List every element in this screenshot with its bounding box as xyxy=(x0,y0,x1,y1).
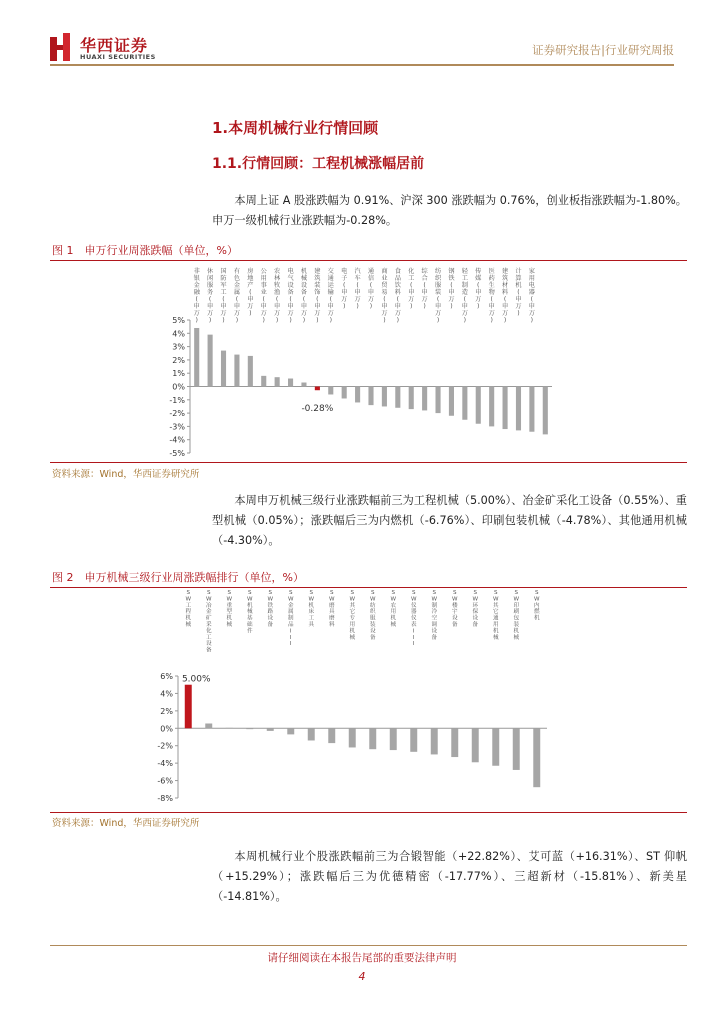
category-label: 传媒(申万) xyxy=(475,268,482,310)
category-label: 机械设备(申万) xyxy=(300,268,308,324)
chart-bar xyxy=(503,387,508,430)
chart-bar xyxy=(315,387,320,391)
footer-divider xyxy=(50,945,687,946)
y-tick-label: 6% xyxy=(160,672,173,681)
chart-bar xyxy=(462,387,467,420)
highlight-data-label: 5.00% xyxy=(181,674,211,685)
y-tick-label: 4% xyxy=(160,689,173,699)
chart-bar xyxy=(261,376,266,387)
category-label: S W 印刷包装机械 xyxy=(513,590,520,641)
chart-bar xyxy=(449,387,454,416)
category-label: S W 楼宇设备 xyxy=(451,590,458,628)
category-label: S W 重型机械 xyxy=(226,590,233,628)
chart-bar xyxy=(267,728,274,731)
y-tick-label: 4% xyxy=(172,329,185,339)
y-tick-label: 3% xyxy=(172,342,185,352)
category-label: 家用电器(申万) xyxy=(528,268,535,324)
page-header xyxy=(0,0,724,68)
subsection-heading: 1.1.行情回顾：工程机械涨幅居前 xyxy=(212,156,425,172)
chart-bar xyxy=(288,379,293,387)
category-label: S W 内燃机 xyxy=(533,590,540,622)
chart-bar xyxy=(543,387,548,435)
chart-bar xyxy=(248,356,253,387)
category-label: 农林牧渔(申万) xyxy=(274,268,281,324)
figure1-chart xyxy=(50,262,687,460)
chart-bar xyxy=(234,355,239,387)
category-label: S W 仪器仪表 I I I xyxy=(410,590,417,648)
category-label: S W 冶金矿采化工设备 xyxy=(205,590,212,654)
category-label: 有色金属(申万) xyxy=(233,268,241,324)
category-label: 通信(申万) xyxy=(367,268,375,310)
chart-bar xyxy=(451,728,458,757)
chart-bar xyxy=(349,728,356,747)
company-logo-icon xyxy=(50,33,74,61)
figure2-chart xyxy=(50,589,687,811)
y-tick-label: 0% xyxy=(172,382,185,392)
chart-bar xyxy=(476,387,481,424)
category-label: S W 环保设备 xyxy=(472,590,479,628)
chart-bar xyxy=(185,685,192,729)
chart-bar xyxy=(435,387,440,414)
category-label: 房地产(申万) xyxy=(247,268,254,317)
subindustry-summary-paragraph: 本周申万机械三级行业涨跌幅前三为工程机械（5.00%）、冶金矿采化工设备（0.55%）、重型机械（0.05%）；涨跌幅后三为内燃机（-6.76%）、印刷包装机械（-4.78%）、其他通用机械（-4.30%）。 xyxy=(212,494,687,547)
y-tick-label: 2% xyxy=(160,706,173,716)
highlight-data-label: -0.28% xyxy=(301,404,334,415)
category-label: 轻工制造(申万) xyxy=(461,268,468,324)
y-tick-label: -2% xyxy=(157,741,173,751)
category-label: 食品饮料(申万) xyxy=(394,268,401,324)
y-tick-label: -4% xyxy=(169,435,185,445)
chart-bar xyxy=(208,335,213,387)
y-tick-label: 0% xyxy=(160,724,173,734)
category-label: 医药生物(申万) xyxy=(488,268,495,324)
company-name-cn: 华西证券 xyxy=(80,36,149,55)
y-tick-label: -6% xyxy=(157,776,173,786)
chart-bar xyxy=(368,387,373,406)
chart-bar xyxy=(409,387,414,410)
category-label: 综合(申万) xyxy=(421,268,428,310)
section-heading: 1.本周机械行业行情回顾 xyxy=(212,119,379,137)
chart-bar xyxy=(431,728,438,754)
category-label: 国防军工(申万) xyxy=(220,268,227,324)
y-tick-label: -2% xyxy=(169,409,185,419)
chart-bar xyxy=(395,387,400,408)
y-tick-label: -4% xyxy=(157,759,173,769)
chart-bar xyxy=(328,728,335,743)
figure1-source: 资料来源：Wind，华西证券研究所 xyxy=(52,469,200,480)
chart-bar xyxy=(328,387,333,395)
chart-bar xyxy=(287,728,294,734)
figure1-bottom-rule xyxy=(50,462,687,463)
category-label: S W 农用机械 xyxy=(390,590,397,628)
chart-bar xyxy=(492,728,499,765)
chart-bar xyxy=(422,387,427,411)
category-label: 纺织服装(申万) xyxy=(434,268,442,324)
category-label: S W 铁路设备 xyxy=(267,590,274,628)
category-label: S W 其它通用机械 xyxy=(492,590,499,641)
category-label: 交通运输(申万) xyxy=(327,268,334,324)
y-tick-label: -3% xyxy=(169,422,185,432)
category-label: S W 机床工具 xyxy=(308,590,315,628)
y-tick-label: -1% xyxy=(169,395,185,405)
figure1-top-rule xyxy=(50,260,687,261)
category-label: S W 金属制品 I I I xyxy=(287,590,294,648)
category-label: S W 磨具磨料 xyxy=(328,590,335,628)
figure2-title: 图 2 申万机械三级行业周涨跌幅排行（单位，%） xyxy=(52,571,304,584)
chart-bar xyxy=(246,728,253,729)
category-label: 建筑材料(申万) xyxy=(501,268,509,324)
company-name-en: HUAXI SECURITIES xyxy=(80,53,156,61)
chart-bar xyxy=(529,387,534,432)
category-label: 汽车(申万) xyxy=(354,268,361,310)
chart-bar xyxy=(516,387,521,431)
category-label: 电气设备(申万) xyxy=(287,268,294,324)
chart-bar xyxy=(308,728,315,740)
chart-bar xyxy=(342,387,347,399)
y-tick-label: 2% xyxy=(172,355,185,365)
y-tick-label: 1% xyxy=(172,369,185,379)
figure1-title: 图 1 申万行业周涨跌幅（单位，%） xyxy=(52,244,238,257)
category-label: S W 制冷空调设备 xyxy=(431,590,438,641)
legal-notice: 请仔细阅读在本报告尾部的重要法律声明 xyxy=(267,952,457,964)
chart-bar xyxy=(194,328,199,387)
chart-bar xyxy=(390,728,397,750)
category-label: 公用事业(申万) xyxy=(260,268,267,324)
figure2-source: 资料来源：Wind，华西证券研究所 xyxy=(52,818,200,829)
chart-bar xyxy=(410,728,417,752)
chart-bar xyxy=(221,351,226,387)
category-label: 非银金融(申万) xyxy=(193,268,200,324)
chart-bar xyxy=(472,728,479,762)
page-number: 4 xyxy=(358,970,366,983)
chart-bar xyxy=(382,387,387,407)
category-label: 休闲服务(申万) xyxy=(207,268,214,324)
category-label: 商业贸易(申万) xyxy=(381,268,388,324)
market-summary-paragraph: 本周上证 A 股涨跌幅为 0.91%、沪深 300 涨跌幅为 0.76%，创业板指涨跌幅为-1.80%。申万一级机械行业涨跌幅为-0.28%。 xyxy=(212,194,687,227)
category-label: S W 工程机械 xyxy=(185,590,192,628)
report-type: 证券研究报告|行业研究周报 xyxy=(532,43,674,57)
chart-bar xyxy=(275,377,280,386)
category-label: 建筑装饰(申万) xyxy=(314,268,321,324)
figure2-top-rule xyxy=(50,587,687,588)
category-label: 计算机(申万) xyxy=(515,268,522,317)
chart-bar xyxy=(513,728,520,770)
category-label: 电子(申万) xyxy=(341,268,348,310)
chart-bar xyxy=(355,387,360,403)
chart-bar xyxy=(301,383,306,387)
header-divider xyxy=(50,64,674,66)
chart-bar xyxy=(205,723,212,728)
category-label: S W 其它专用机械 xyxy=(349,590,356,641)
chart-bar xyxy=(369,728,376,749)
stock-summary-paragraph: 本周机械行业个股涨跌幅前三为合锻智能（+22.82%）、艾可蓝（+16.31%）、ST 仰帆（+15.29%）；涨跌幅后三为优德精密（-17.77%）、三超新材（-15.81%）、新美星（-14.81%）。 xyxy=(212,850,687,903)
chart-bar xyxy=(533,728,540,787)
chart-bar xyxy=(226,728,233,729)
y-tick-label: 5% xyxy=(172,316,185,325)
y-tick-label: -8% xyxy=(157,794,173,803)
category-label: S W 纺织服装设备 xyxy=(369,590,376,641)
category-label: 化工(申万) xyxy=(408,268,415,310)
figure2-bottom-rule xyxy=(50,812,687,813)
category-label: S W 机械基础件 xyxy=(246,590,253,635)
y-tick-label: -5% xyxy=(169,449,185,458)
chart-bar xyxy=(489,387,494,427)
category-label: 钢铁(申万) xyxy=(448,268,455,310)
